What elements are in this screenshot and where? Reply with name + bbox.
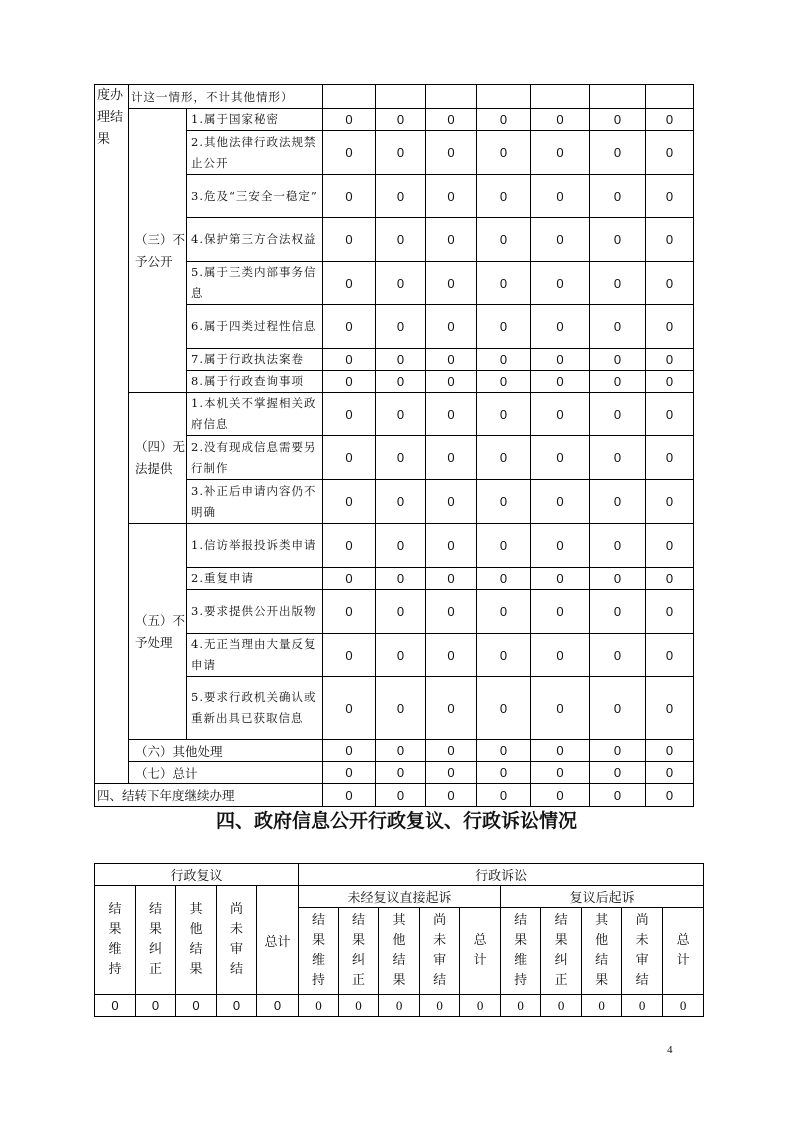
value-cell (646, 85, 694, 109)
table-row (95, 784, 694, 807)
litigation-column-header: 其他结果 (582, 908, 622, 995)
value-cell: 0 (460, 995, 501, 1017)
group-label: （五）不予处理 (129, 524, 187, 740)
value-cell: 0 (590, 784, 646, 807)
row-label: 2.其他法律行政法规禁止公开 (187, 131, 323, 175)
value-cell: 0 (426, 262, 477, 305)
value-cell: 0 (376, 524, 426, 568)
litigation-column-header: 其他结果 (379, 908, 420, 995)
value-cell: 0 (323, 218, 376, 262)
value-cell: 0 (323, 762, 376, 784)
row-label: 5.要求行政机关确认或重新出具已获取信息 (187, 677, 323, 740)
value-cell: 0 (582, 995, 622, 1017)
row-label: （六）其他处理 (129, 740, 323, 762)
value-cell: 0 (376, 131, 426, 175)
value-cell: 0 (477, 218, 531, 262)
value-cell: 0 (590, 262, 646, 305)
value-cell: 0 (646, 393, 694, 436)
review-column-header: 总计 (257, 886, 299, 995)
value-cell: 0 (477, 393, 531, 436)
value-cell: 0 (426, 524, 477, 568)
value-cell: 0 (376, 349, 426, 371)
group-label: （三）不予公开 (129, 109, 187, 393)
value-cell: 0 (477, 131, 531, 175)
value-cell: 0 (477, 109, 531, 131)
value-cell: 0 (376, 784, 426, 807)
value-cell: 0 (646, 349, 694, 371)
value-cell: 0 (531, 305, 590, 349)
value-cell (376, 85, 426, 109)
row-label: 2.重复申请 (187, 568, 323, 590)
value-cell: 0 (646, 175, 694, 218)
value-cell: 0 (299, 995, 339, 1017)
value-cell: 0 (426, 305, 477, 349)
value-cell: 0 (477, 436, 531, 480)
value-cell: 0 (426, 634, 477, 677)
value-cell: 0 (531, 524, 590, 568)
value-cell: 0 (420, 995, 460, 1017)
value-cell: 0 (646, 590, 694, 634)
handling-results-table (94, 84, 694, 807)
value-cell: 0 (477, 305, 531, 349)
litigation-column-header: 尚未审结 (622, 908, 663, 995)
value-cell: 0 (376, 762, 426, 784)
value-cell: 0 (531, 109, 590, 131)
value-cell: 0 (590, 524, 646, 568)
value-cell: 0 (426, 740, 477, 762)
value-cell: 0 (323, 371, 376, 393)
value-cell: 0 (531, 262, 590, 305)
value-cell: 0 (426, 349, 477, 371)
value-cell: 0 (323, 740, 376, 762)
value-cell: 0 (323, 524, 376, 568)
value-cell: 0 (531, 634, 590, 677)
value-cell: 0 (426, 590, 477, 634)
row-label: 5.属于三类内部事务信息 (187, 262, 323, 305)
value-cell: 0 (531, 480, 590, 524)
litigation-column-header: 结果维持 (299, 908, 339, 995)
value-cell: 0 (376, 305, 426, 349)
value-cell: 0 (257, 995, 299, 1017)
direct-suit-header: 未经复议直接起诉 (299, 886, 501, 908)
litigation-column-header: 总计 (460, 908, 501, 995)
row-label: 4.保护第三方合法权益 (187, 218, 323, 262)
review-header: 行政复议 (95, 864, 299, 886)
value-cell: 0 (376, 740, 426, 762)
value-cell: 0 (646, 740, 694, 762)
value-cell: 0 (531, 131, 590, 175)
value-cell: 0 (531, 436, 590, 480)
value-cell: 0 (590, 371, 646, 393)
value-cell: 0 (323, 175, 376, 218)
value-cell: 0 (590, 634, 646, 677)
value-cell: 0 (426, 436, 477, 480)
value-cell: 0 (590, 436, 646, 480)
value-cell: 0 (646, 371, 694, 393)
review-column-header: 其他结果 (176, 886, 217, 995)
value-cell: 0 (477, 590, 531, 634)
row-label: 1.本机关不掌握相关政府信息 (187, 393, 323, 436)
value-cell: 0 (477, 371, 531, 393)
value-cell: 0 (379, 995, 420, 1017)
value-cell: 0 (176, 995, 217, 1017)
value-cell: 0 (95, 995, 136, 1017)
value-cell: 0 (323, 590, 376, 634)
table-row (95, 85, 694, 109)
value-cell: 0 (590, 349, 646, 371)
value-cell: 0 (541, 995, 582, 1017)
value-cell: 0 (426, 762, 477, 784)
value-cell: 0 (477, 784, 531, 807)
value-cell: 0 (323, 262, 376, 305)
value-cell: 0 (590, 175, 646, 218)
value-cell: 0 (622, 995, 663, 1017)
value-cell (531, 85, 590, 109)
value-cell: 0 (501, 995, 541, 1017)
value-cell: 0 (323, 677, 376, 740)
value-cell: 0 (531, 784, 590, 807)
group-label: （四）无法提供 (129, 393, 187, 524)
row-label: 3.要求提供公开出版物 (187, 590, 323, 634)
value-cell: 0 (477, 480, 531, 524)
value-cell: 0 (590, 480, 646, 524)
litigation-column-header: 结果维持 (501, 908, 541, 995)
litigation-header: 行政诉讼 (299, 864, 704, 886)
value-cell: 0 (531, 349, 590, 371)
value-cell (426, 85, 477, 109)
value-cell: 0 (376, 371, 426, 393)
value-cell: 0 (323, 480, 376, 524)
value-cell: 0 (531, 677, 590, 740)
value-cell: 0 (426, 371, 477, 393)
value-cell: 0 (376, 393, 426, 436)
value-cell: 0 (376, 218, 426, 262)
value-cell: 0 (323, 305, 376, 349)
table-row (95, 762, 694, 784)
page-number: 4 (667, 1044, 673, 1056)
carry-over-label: 四、结转下年度继续办理 (95, 784, 323, 807)
row-label: 3.危及“三安全一稳定” (187, 175, 323, 218)
value-cell: 0 (590, 305, 646, 349)
value-cell: 0 (646, 524, 694, 568)
value-cell: 0 (426, 677, 477, 740)
value-cell: 0 (426, 109, 477, 131)
value-cell: 0 (531, 218, 590, 262)
value-cell: 0 (477, 740, 531, 762)
value-cell: 0 (376, 568, 426, 590)
row-label: 6.属于四类过程性信息 (187, 305, 323, 349)
value-cell (477, 85, 531, 109)
value-cell: 0 (646, 436, 694, 480)
value-cell: 0 (646, 109, 694, 131)
row-label: 2.没有现成信息需要另行制作 (187, 436, 323, 480)
row-label: 1.属于国家秘密 (187, 109, 323, 131)
value-cell: 0 (376, 175, 426, 218)
value-cell: 0 (590, 677, 646, 740)
value-cell: 0 (477, 524, 531, 568)
value-cell: 0 (646, 568, 694, 590)
value-cell: 0 (136, 995, 176, 1017)
value-cell: 0 (531, 175, 590, 218)
value-cell: 0 (590, 218, 646, 262)
value-cell: 0 (590, 590, 646, 634)
value-cell: 0 (426, 784, 477, 807)
row-label: 8.属于行政查询事项 (187, 371, 323, 393)
value-cell: 0 (323, 568, 376, 590)
value-cell: 0 (646, 677, 694, 740)
value-cell: 0 (323, 131, 376, 175)
value-cell: 0 (376, 677, 426, 740)
review-column-header: 结果纠正 (136, 886, 176, 995)
litigation-column-header: 结果纠正 (339, 908, 379, 995)
value-cell: 0 (323, 436, 376, 480)
row-label: 1.信访举报投诉类申请 (187, 524, 323, 568)
value-cell: 0 (531, 568, 590, 590)
value-cell: 0 (477, 262, 531, 305)
table-row (95, 740, 694, 762)
table-row (95, 393, 694, 436)
value-cell: 0 (531, 393, 590, 436)
value-cell: 0 (646, 131, 694, 175)
value-cell: 0 (646, 634, 694, 677)
value-cell: 0 (376, 436, 426, 480)
value-cell: 0 (426, 175, 477, 218)
value-cell: 0 (426, 218, 477, 262)
review-litigation-table (94, 863, 704, 1017)
value-cell: 0 (426, 568, 477, 590)
value-cell: 0 (663, 995, 704, 1017)
review-column-header: 尚未审结 (217, 886, 257, 995)
value-cell: 0 (590, 762, 646, 784)
value-cell: 0 (646, 305, 694, 349)
value-cell: 0 (590, 109, 646, 131)
value-cell: 0 (531, 740, 590, 762)
after-review-header: 复议后起诉 (501, 886, 704, 908)
value-cell: 0 (590, 393, 646, 436)
row-label: 4.无正当理由大量反复申请 (187, 634, 323, 677)
review-column-header: 结果维持 (95, 886, 136, 995)
row-label: （七）总计 (129, 762, 323, 784)
value-cell: 0 (590, 131, 646, 175)
value-cell: 0 (646, 762, 694, 784)
litigation-column-header: 结果纠正 (541, 908, 582, 995)
value-cell: 0 (477, 349, 531, 371)
value-cell: 0 (477, 568, 531, 590)
value-cell: 0 (376, 480, 426, 524)
litigation-column-header: 尚未审结 (420, 908, 460, 995)
continuation-label: 计这一情形，不计其他情形） (129, 85, 323, 109)
value-cell: 0 (426, 393, 477, 436)
litigation-column-header: 总计 (663, 908, 704, 995)
value-cell: 0 (323, 634, 376, 677)
row-label: 7.属于行政执法案卷 (187, 349, 323, 371)
value-cell: 0 (531, 590, 590, 634)
value-cell: 0 (646, 218, 694, 262)
value-cell (590, 85, 646, 109)
value-cell: 0 (477, 762, 531, 784)
value-cell: 0 (426, 131, 477, 175)
table-row (95, 524, 694, 568)
value-cell: 0 (477, 634, 531, 677)
value-cell: 0 (477, 175, 531, 218)
value-cell: 0 (590, 568, 646, 590)
value-cell: 0 (339, 995, 379, 1017)
value-cell: 0 (376, 590, 426, 634)
value-cell: 0 (376, 262, 426, 305)
value-cell: 0 (646, 262, 694, 305)
value-cell: 0 (531, 371, 590, 393)
value-cell: 0 (217, 995, 257, 1017)
section-heading: 四、政府信息公开行政复议、行政诉讼情况 (215, 810, 577, 832)
value-cell: 0 (323, 393, 376, 436)
value-cell: 0 (376, 634, 426, 677)
value-cell (323, 85, 376, 109)
value-cell: 0 (646, 784, 694, 807)
value-cell: 0 (323, 784, 376, 807)
value-cell: 0 (477, 677, 531, 740)
value-cell: 0 (323, 109, 376, 131)
table-row (95, 109, 694, 131)
value-cell: 0 (323, 349, 376, 371)
value-cell: 0 (646, 480, 694, 524)
value-cell: 0 (426, 480, 477, 524)
first-column-label: 度办理结果 (95, 85, 129, 784)
value-cell: 0 (531, 762, 590, 784)
value-cell: 0 (590, 740, 646, 762)
row-label: 3.补正后申请内容仍不明确 (187, 480, 323, 524)
value-cell: 0 (376, 109, 426, 131)
